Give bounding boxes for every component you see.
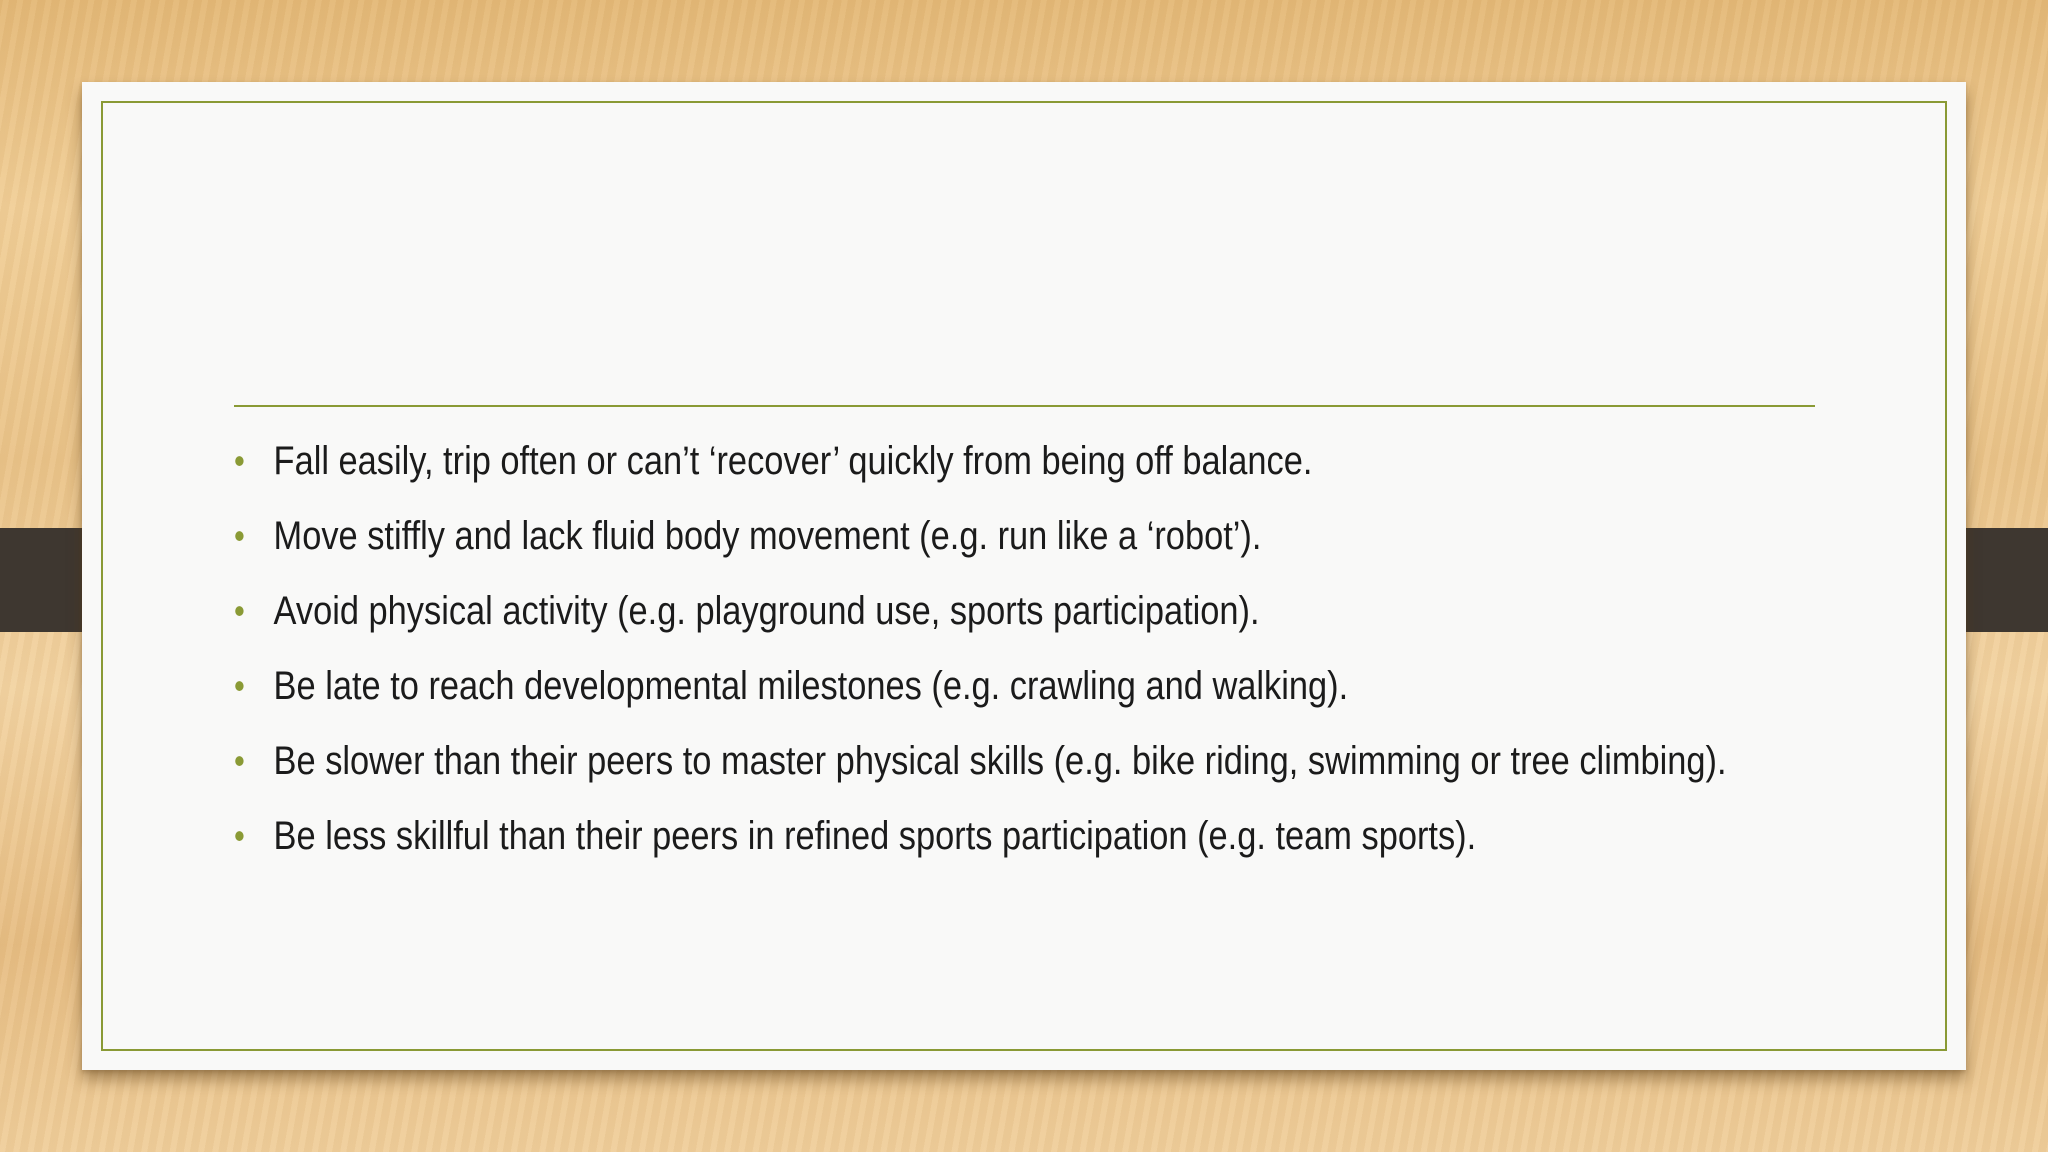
list-item bbox=[234, 511, 1850, 561]
bullet-list bbox=[234, 436, 1814, 886]
list-item bbox=[234, 811, 1850, 861]
list-item bbox=[234, 736, 1850, 786]
bullet-icon: • bbox=[234, 815, 245, 856]
bullet-text: Avoid physical activity (e.g. playground use, sports participation). bbox=[273, 589, 1260, 633]
bullet-text: Move stiffly and lack fluid body movement (e.g. run like a ‘robot’). bbox=[273, 514, 1262, 558]
bullet-icon: • bbox=[234, 665, 245, 706]
slide-card bbox=[82, 82, 1966, 1070]
list-item bbox=[234, 586, 1850, 636]
bullet-icon: • bbox=[234, 440, 245, 481]
bullet-text: Be late to reach developmental milestones (e.g. crawling and walking). bbox=[273, 664, 1349, 708]
bullet-icon: • bbox=[234, 740, 245, 781]
title-divider-line bbox=[234, 405, 1815, 407]
bullet-text: Be less skillful than their peers in refined sports participation (e.g. team sports). bbox=[273, 814, 1477, 858]
list-item bbox=[234, 661, 1850, 711]
bullet-icon: • bbox=[234, 515, 245, 556]
bullet-icon: • bbox=[234, 590, 245, 631]
bullet-text: Fall easily, trip often or can’t ‘recover’ quickly from being off balance. bbox=[273, 439, 1313, 483]
list-item bbox=[234, 436, 1850, 486]
bullet-text: Be slower than their peers to master physical skills (e.g. bike riding, swimming or tree climbing). bbox=[273, 739, 1727, 783]
